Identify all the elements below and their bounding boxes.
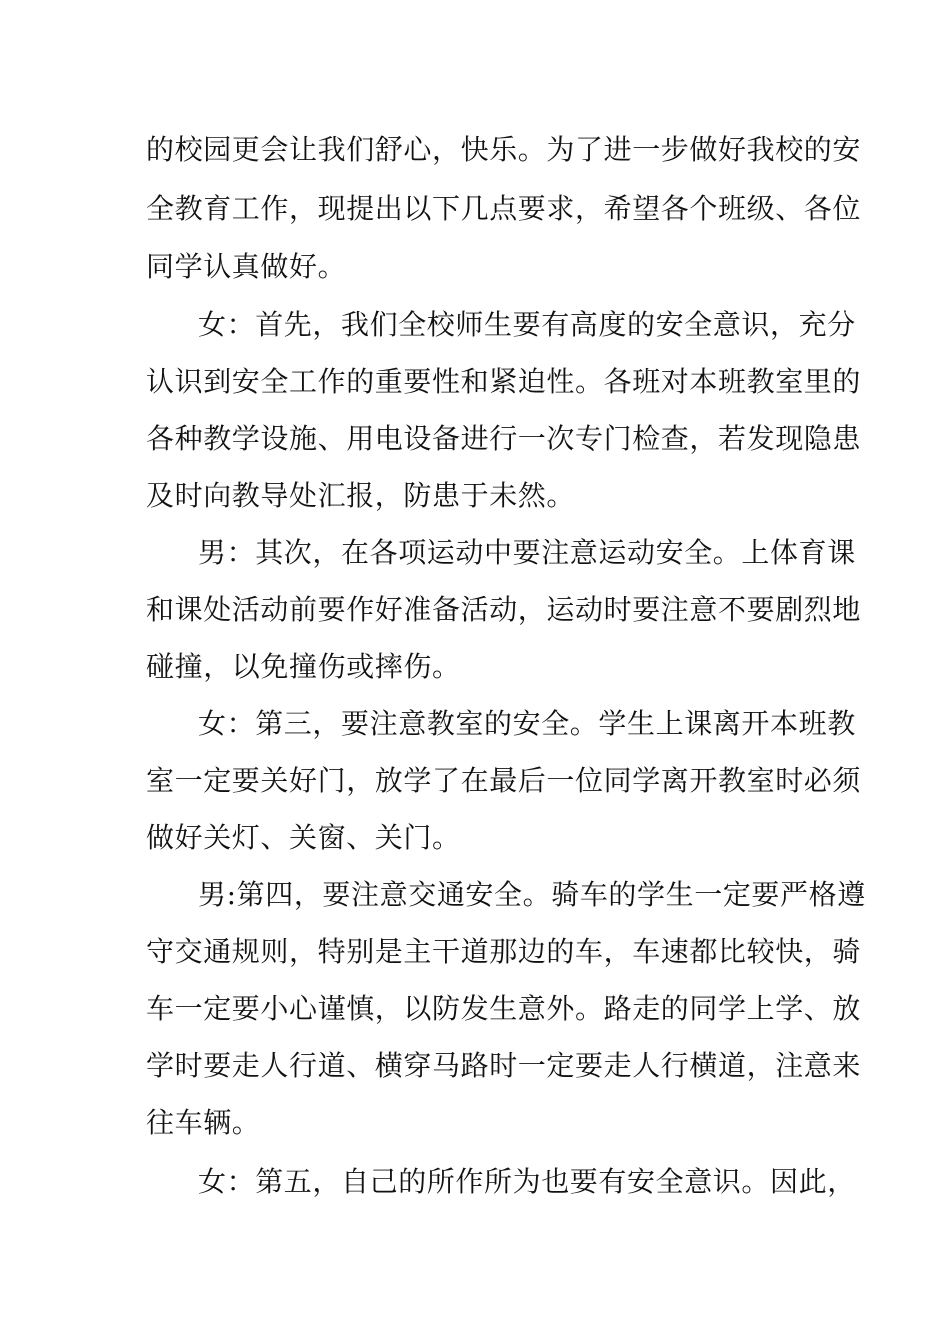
paragraph-first-line: 男:第四，要注意交通安全。骑车的学生一定要严格遵 [198, 878, 866, 911]
text-line: 同学认真做好。 [146, 250, 347, 283]
text-line: 做好关灯、关窗、关门。 [146, 821, 461, 854]
text-line: 和课处活动前要作好准备活动，运动时要注意不要剧烈地 [146, 593, 862, 626]
paragraph-first-line: 女：第三，要注意教室的安全。学生上课离开本班教 [198, 707, 856, 740]
text-line: 认识到安全工作的重要性和紧迫性。各班对本班教室里的 [146, 365, 862, 398]
paragraph-first-line: 女：首先，我们全校师生要有高度的安全意识，充分 [198, 308, 856, 341]
text-line: 守交通规则，特别是主干道那边的车，车速都比较快，骑 [146, 935, 862, 968]
text-line: 的校园更会让我们舒心，快乐。为了进一步做好我校的安 [146, 133, 862, 166]
text-line: 车一定要小心谨慎，以防发生意外。路走的同学上学、放 [146, 992, 862, 1025]
paragraph-first-line: 男：其次，在各项运动中要注意运动安全。上体育课 [198, 536, 856, 569]
text-line: 学时要走人行道、横穿马路时一定要走人行横道，注意来 [146, 1049, 862, 1082]
text-line: 碰撞，以免撞伤或摔伤。 [146, 650, 461, 683]
text-line: 室一定要关好门，放学了在最后一位同学离开教室时必须 [146, 764, 862, 797]
text-line: 往车辆。 [146, 1106, 261, 1139]
text-line: 全教育工作，现提出以下几点要求，希望各个班级、各位 [146, 192, 862, 225]
paragraph-first-line: 女：第五，自己的所作所为也要有安全意识。因此， [198, 1165, 856, 1198]
text-line: 各种教学设施、用电设备进行一次专门检查，若发现隐患 [146, 422, 862, 455]
text-line: 及时向教导处汇报，防患于未然。 [146, 479, 576, 512]
